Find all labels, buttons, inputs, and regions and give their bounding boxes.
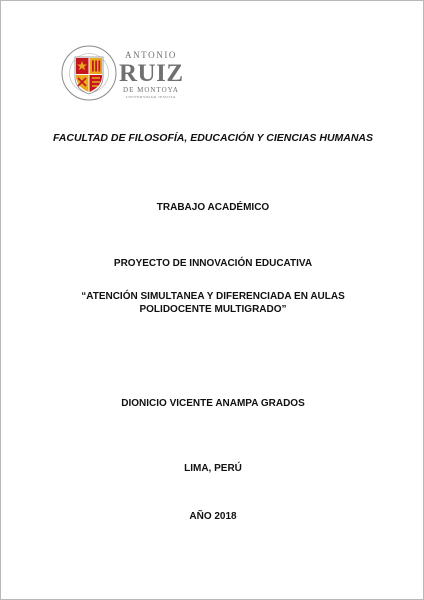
logo-line-de-montoya: DE MONTOYA [123,86,179,94]
logo-line-antonio: ANTONIO [124,50,178,60]
place: LIMA, PERÚ [184,463,242,474]
logo-line-universidad-jesuita: UNIVERSIDAD JESUITA [126,95,176,99]
university-name [119,51,183,100]
project-title-line-2: POLIDOCENTE MULTIGRADO” [139,304,287,315]
university-seal-icon [61,45,117,105]
project-title [61,290,365,316]
author-name: DIONICIO VICENTE ANAMPA GRADOS [121,398,305,409]
project-title-line-1: “ATENCIÓN SIMULTANEA Y DIFERENCIADA EN AULAS [81,291,345,302]
logo-line-ruiz: RUIZ [119,60,184,87]
project-type: PROYECTO DE INNOVACIÓN EDUCATIVA [113,258,313,269]
work-type: TRABAJO ACADÉMICO [156,202,270,213]
year: AÑO 2018 [189,511,237,522]
faculty-name: FACULTAD DE FILOSOFÍA, EDUCACIÓN Y CIENCIAS HUMANAS [52,132,374,144]
university-logo [61,45,183,105]
